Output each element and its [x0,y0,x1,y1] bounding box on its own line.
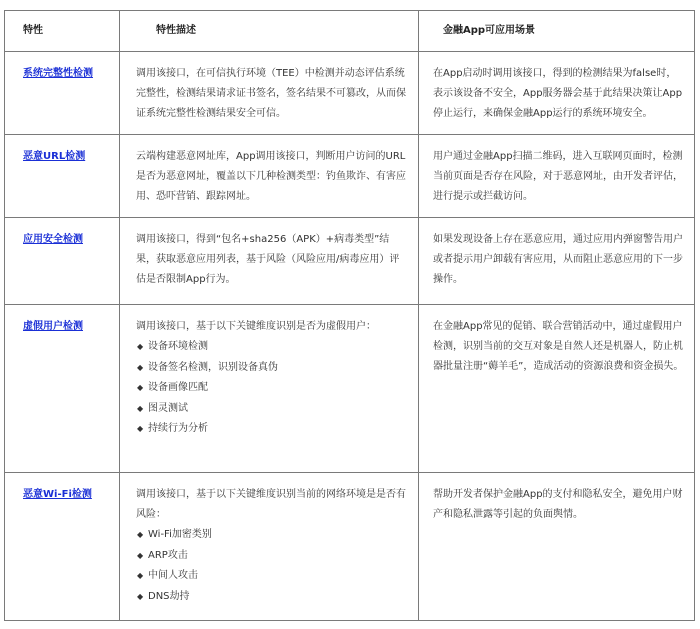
scenario-cell: 如果发现设备上存在恶意应用，通过应用内弹窗警告用户或者提示用户卸载有害应用，从而阻止恶意应用的下一步操作。 [419,218,695,305]
list-item: ◆ 持续行为分析 [136,419,408,440]
feature-link-malicious-url[interactable]: 恶意URL检测 [23,151,86,162]
feature-link-app-security[interactable]: 应用安全检测 [23,234,83,245]
list-item: ◆ Wi-Fi加密类别 [136,525,408,546]
description-cell [120,473,419,621]
list-item: ◆ 设备签名检测，识别设备真伪 [136,358,408,379]
feature-link-fake-user[interactable]: 虚假用户检测 [23,321,83,332]
list-item: ◆ 中间人攻击 [136,566,408,587]
feature-cell [5,305,120,473]
bullet-icon: ◆ [137,362,144,372]
feature-cell [5,473,120,621]
list-item: ◆ DNS劫持 [136,587,408,608]
bullet-icon: ◆ [137,403,144,413]
description-cell [120,305,419,473]
bullet-icon: ◆ [137,571,144,580]
feature-link-system-integrity[interactable]: 系统完整性检测 [23,68,93,79]
feature-cell [5,52,120,135]
table-header-row [5,11,695,52]
bullet-list [136,337,408,440]
header-description: 特性描述 [120,11,419,52]
scenario-cell: 用户通过金融App扫描二维码，进入互联网页面时，检测当前页面是否存在风险，对于恶意网址，由开发者评估，进行提示或拦截访问。 [419,135,695,218]
bullet-list [136,525,408,607]
table-row [5,135,695,218]
description-text: 调用该接口，基于以下关键维度识别是否为虚假用户： [136,321,376,332]
list-item: ◆ 设备环境检测 [136,337,408,358]
bullet-icon: ◆ [137,424,144,433]
header-feature: 特性 [5,11,120,52]
table-row [5,52,695,135]
list-item: ◆ ARP攻击 [136,546,408,567]
bullet-icon: ◆ [137,383,144,392]
description-cell: 调用该接口，得到“包名+sha256（APK）+病毒类型”结果，获取恶意应用列表，基于风险（风险应用/病毒应用）评估是否限制App行为。 [120,218,419,305]
header-scenario: 金融App可应用场景 [419,11,695,52]
list-item: ◆ 图灵测试 [136,399,408,420]
scenario-cell: 在金融App常见的促销、联合营销活动中，通过虚假用户检测，识别当前的交互对象是自然人还是机器人，防止机器批量注册“薅羊毛”，造成活动的资源浪费和资金损失。 [419,305,695,473]
feature-table [4,10,695,621]
bullet-icon: ◆ [137,550,144,560]
scenario-cell: 帮助开发者保护金融App的支付和隐私安全，避免用户财产和隐私泄露等引起的负面舆情。 [419,473,695,621]
feature-link-malicious-wifi[interactable]: 恶意Wi-Fi检测 [23,489,92,500]
feature-cell [5,218,120,305]
description-cell: 调用该接口，在可信执行环境（TEE）中检测并动态评估系统完整性，检测结果请求证书签名，签名结果不可篡改，从而保证系统完整性检测结果安全可信。 [120,52,419,135]
list-item: ◆ 设备画像匹配 [136,378,408,399]
bullet-icon: ◆ [137,591,144,601]
scenario-cell: 在App启动时调用该接口，得到的检测结果为false时，表示该设备不安全，App服务器会基于此结果决策让App停止运行，来确保金融App运行的系统环境安全。 [419,52,695,135]
feature-cell [5,135,120,218]
description-text: 调用该接口，基于以下关键维度识别当前的网络环境是是否有风险： [136,489,406,520]
bullet-icon: ◆ [137,342,144,351]
description-cell: 云端构建恶意网址库，App调用该接口，判断用户访问的URL是否为恶意网址，覆盖以下几种检测类型：钓鱼欺诈、有害应用、恐吓营销、跟踪网址。 [120,135,419,218]
table-row [5,305,695,473]
table-row [5,473,695,621]
table-row [5,218,695,305]
bullet-icon: ◆ [137,530,144,539]
